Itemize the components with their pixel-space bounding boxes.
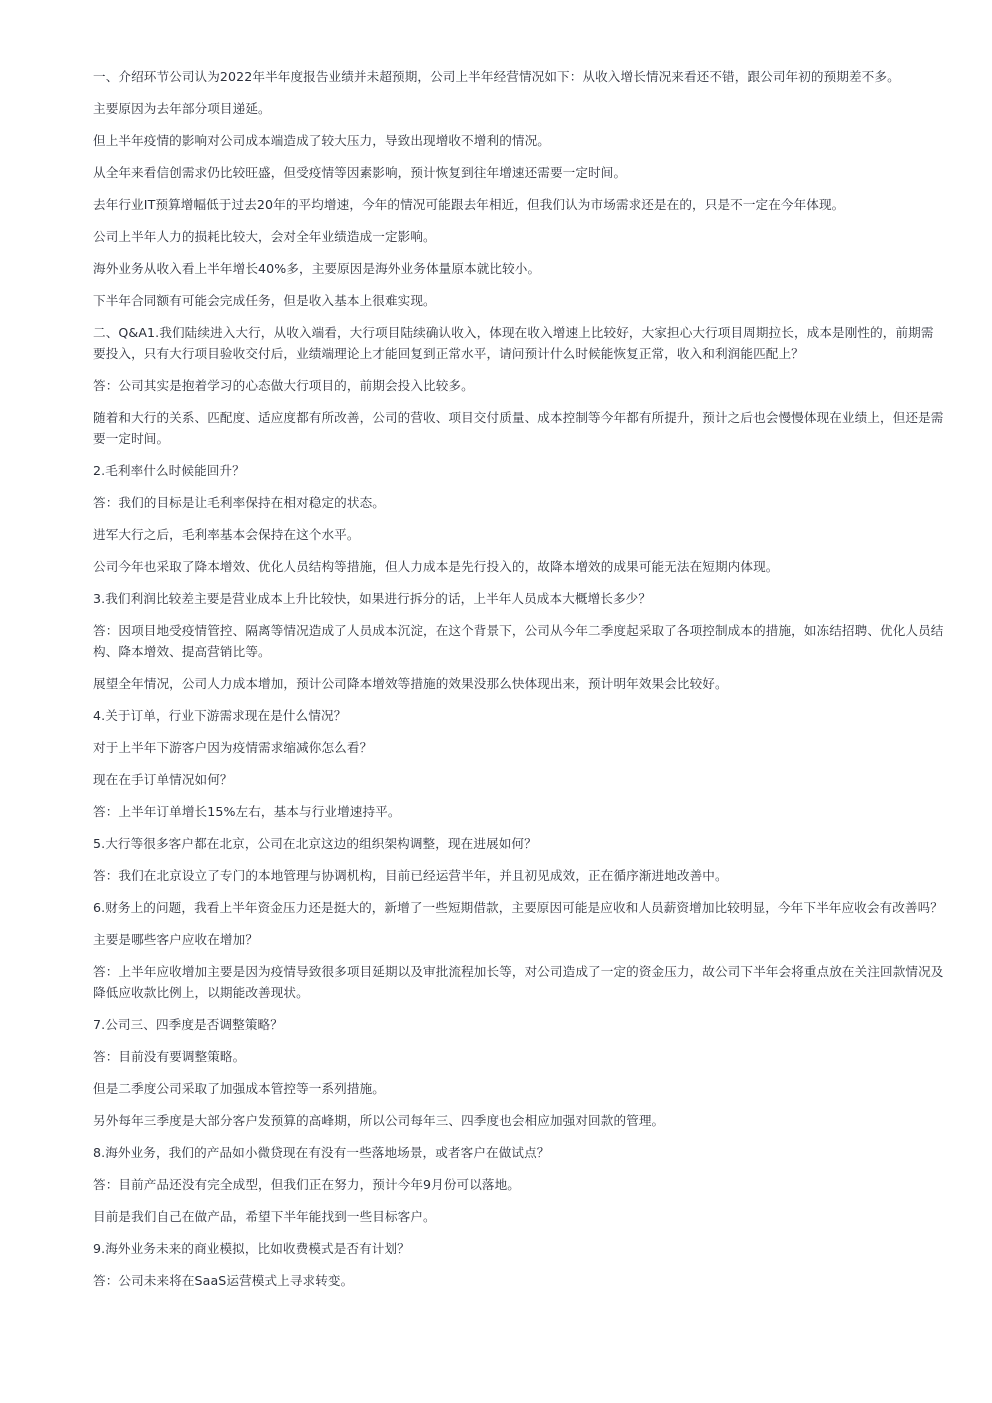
paragraph: 公司上半年人力的损耗比较大，会对全年业绩造成一定影响。 xyxy=(93,229,436,244)
paragraph: 主要原因为去年部分项目递延。 xyxy=(93,101,271,116)
paragraph: 海外业务从收入看上半年增长40%多，主要原因是海外业务体量原本就比较小。 xyxy=(93,261,541,276)
paragraph: 下半年合同额有可能会完成任务，但是收入基本上很难实现。 xyxy=(93,293,436,308)
paragraph: 答：公司其实是抱着学习的心态做大行项目的，前期会投入比较多。 xyxy=(93,378,474,393)
paragraph: 2.毛利率什么时候能回升？ xyxy=(93,463,245,478)
paragraph: 7.公司三、四季度是否调整策略？ xyxy=(93,1017,283,1032)
paragraph: 答：我们在北京设立了专门的本地管理与协调机构，目前已经运营半年，并且初见成效，正在循序渐进地改善中。 xyxy=(93,868,728,883)
paragraph: 对于上半年下游客户因为疫情需求缩减你怎么看？ xyxy=(93,740,373,755)
paragraph: 9.海外业务未来的商业模拟，比如收费模式是否有计划？ xyxy=(93,1241,410,1256)
paragraph: 答：目前产品还没有完全成型，但我们正在努力，预计今年9月份可以落地。 xyxy=(93,1177,521,1192)
paragraph: 另外每年三季度是大部分客户发预算的高峰期，所以公司每年三、四季度也会相应加强对回款的管理。 xyxy=(93,1113,665,1128)
paragraph: 现在在手订单情况如何？ xyxy=(93,772,233,787)
paragraph: 随着和大行的关系、匹配度、适应度都有所改善，公司的营收、项目交付质量、成本控制等今年都有所提升，预计之后也会慢慢体现在业绩上，但还是需要一定时间。 xyxy=(93,410,944,446)
paragraph: 答：上半年应收增加主要是因为疫情导致很多项目延期以及审批流程加长等，对公司造成了一定的资金压力，故公司下半年会将重点放在关注回款情况及降低应收款比例上，以期能改善现状。 xyxy=(93,964,944,1000)
paragraph: 答：目前没有要调整策略。 xyxy=(93,1049,246,1064)
paragraph: 从全年来看信创需求仍比较旺盛，但受疫情等因素影响，预计恢复到往年增速还需要一定时间。 xyxy=(93,165,627,180)
paragraph: 一、介绍环节公司认为2022年半年度报告业绩并未超预期，公司上半年经营情况如下：从收入增长情况来看还不错，跟公司年初的预期差不多。 xyxy=(93,69,900,84)
paragraph: 答：我们的目标是让毛利率保持在相对稳定的状态。 xyxy=(93,495,385,510)
paragraph: 二、Q&A1.我们陆续进入大行，从收入端看，大行项目陆续确认收入，体现在收入增速上比较好，大家担心大行项目周期拉长，成本是刚性的，前期需要投入，只有大行项目验收交付后，业绩端理论上才能回复到正常水平，请问预计什么时候能恢复正常，收入和利润能匹配上？ xyxy=(93,325,934,361)
document-body xyxy=(93,66,945,1302)
paragraph: 展望全年情况，公司人力成本增加，预计公司降本增效等措施的效果没那么快体现出来，预计明年效果会比较好。 xyxy=(93,676,728,691)
paragraph: 去年行业IT预算增幅低于过去20年的平均增速，今年的情况可能跟去年相近，但我们认为市场需求还是在的，只是不一定在今年体现。 xyxy=(93,197,845,212)
paragraph: 6.财务上的问题，我看上半年资金压力还是挺大的，新增了一些短期借款，主要原因可能是应收和人员薪资增加比较明显，今年下半年应收会有改善吗？ xyxy=(93,900,944,915)
paragraph: 主要是哪些客户应收在增加？ xyxy=(93,932,259,947)
paragraph: 答：因项目地受疫情管控、隔离等情况造成了人员成本沉淀，在这个背景下，公司从今年二季度起采取了各项控制成本的措施，如冻结招聘、优化人员结构、降本增效、提高营销比等。 xyxy=(93,623,944,659)
paragraph: 但是二季度公司采取了加强成本管控等一系列措施。 xyxy=(93,1081,385,1096)
paragraph: 答：公司未来将在SaaS运营模式上寻求转变。 xyxy=(93,1273,354,1288)
paragraph: 4.关于订单，行业下游需求现在是什么情况？ xyxy=(93,708,347,723)
paragraph: 进军大行之后，毛利率基本会保持在这个水平。 xyxy=(93,527,360,542)
paragraph: 答：上半年订单增长15%左右，基本与行业增速持平。 xyxy=(93,804,401,819)
paragraph: 公司今年也采取了降本增效、优化人员结构等措施，但人力成本是先行投入的，故降本增效的成果可能无法在短期内体现。 xyxy=(93,559,779,574)
paragraph: 3.我们利润比较差主要是营业成本上升比较快，如果进行拆分的话，上半年人员成本大概增长多少？ xyxy=(93,591,652,606)
paragraph: 但上半年疫情的影响对公司成本端造成了较大压力，导致出现增收不增利的情况。 xyxy=(93,133,550,148)
paragraph: 8.海外业务，我们的产品如小微贷现在有没有一些落地场景，或者客户在做试点？ xyxy=(93,1145,550,1160)
paragraph: 目前是我们自己在做产品，希望下半年能找到一些目标客户。 xyxy=(93,1209,436,1224)
paragraph: 5.大行等很多客户都在北京，公司在北京这边的组织架构调整，现在进展如何？ xyxy=(93,836,537,851)
